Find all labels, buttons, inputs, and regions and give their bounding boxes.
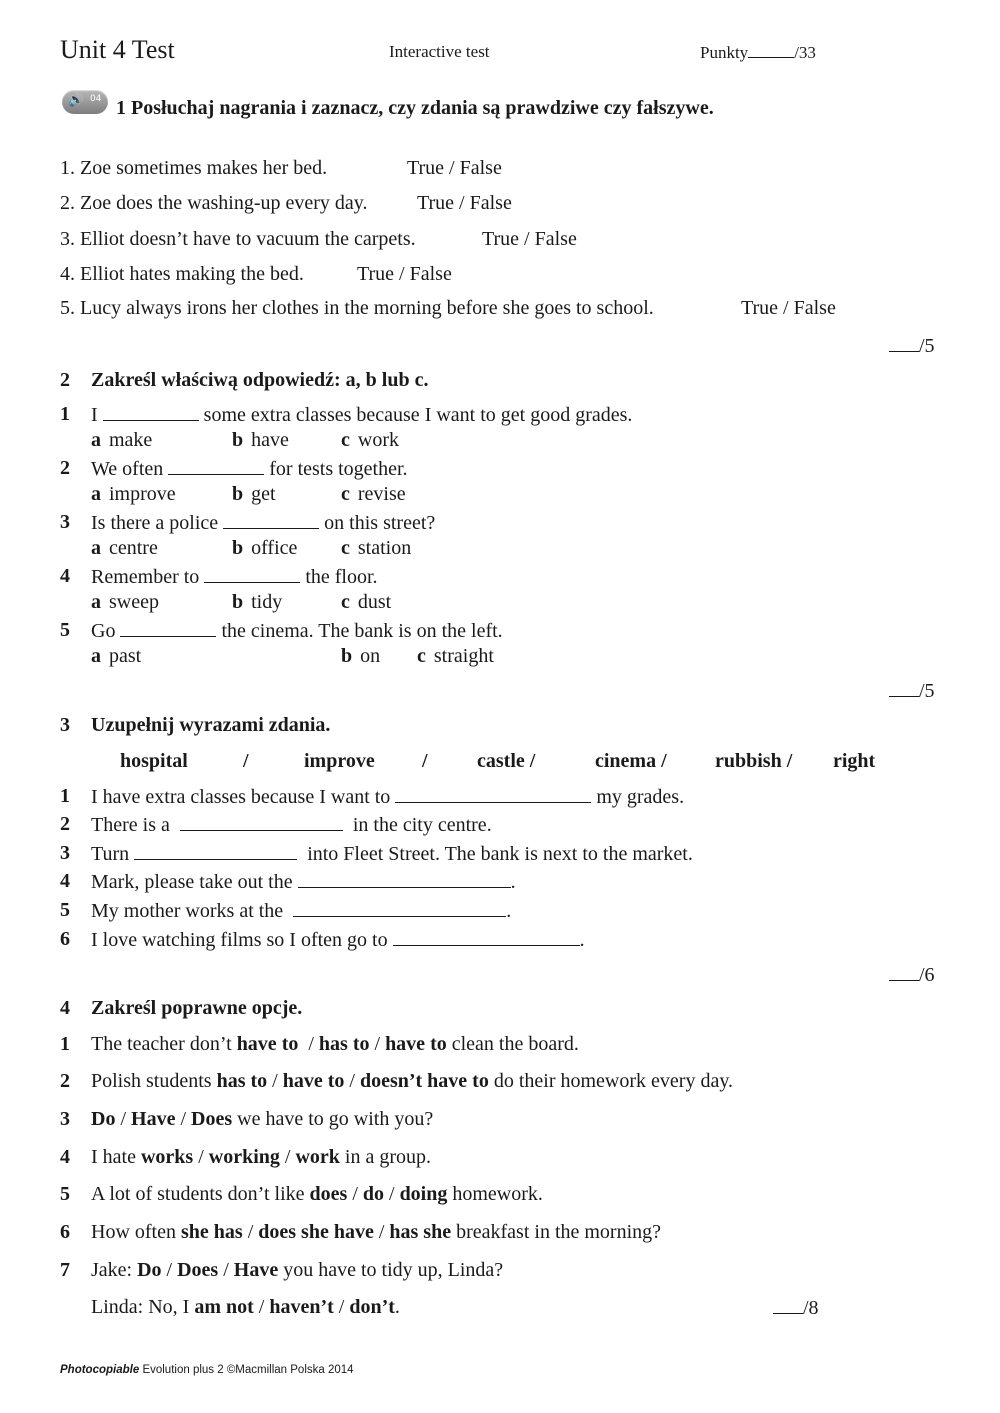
- points-blank[interactable]: [748, 42, 794, 58]
- ex1-item-text: 3. Elliot doesn’t have to vacuum the carpets.: [60, 228, 416, 250]
- choice-option[interactable]: Does: [177, 1259, 219, 1281]
- choice-option[interactable]: works: [140, 1146, 194, 1168]
- question-text: How often she has / does she have / has she breakfast in the morning?: [91, 1221, 662, 1243]
- footer-copyright: Evolution plus 2 ©Macmillan Polska 2014: [142, 1364, 354, 1376]
- answer-blank[interactable]: [223, 511, 319, 529]
- option-b[interactable]: b get: [232, 483, 276, 505]
- ex1-true-false[interactable]: True / False: [357, 263, 452, 285]
- ex1-true-false[interactable]: True / False: [407, 157, 502, 179]
- ex1-item-text: 1. Zoe sometimes makes her bed.: [60, 157, 328, 179]
- answer-blank[interactable]: [393, 928, 580, 946]
- choice-option[interactable]: does: [309, 1183, 348, 1205]
- score-blank[interactable]: [889, 963, 919, 981]
- word-bank-item: hospital: [120, 750, 188, 772]
- question-text: Polish students has to / have to / doesn’t have to do their homework every day.: [91, 1070, 734, 1092]
- option-c[interactable]: c revise: [341, 483, 406, 505]
- answer-blank[interactable]: [120, 619, 216, 637]
- question-text: The teacher don’t have to / has to / have to clean the board.: [91, 1033, 579, 1055]
- question-text: Go the cinema. The bank is on the left.: [91, 620, 503, 642]
- question-number: 6: [60, 928, 70, 950]
- question-number: 4: [60, 565, 70, 587]
- score-blank[interactable]: [889, 679, 919, 697]
- ex1-score: /5: [889, 334, 935, 358]
- ex1-true-false[interactable]: True / False: [482, 228, 577, 250]
- word-bank-separator: /: [422, 750, 428, 772]
- speaker-icon: 🔊: [68, 93, 85, 108]
- choice-option[interactable]: has to: [216, 1070, 268, 1092]
- choice-option[interactable]: do: [362, 1183, 384, 1205]
- question-number: 1: [60, 1033, 70, 1055]
- option-a[interactable]: a improve: [91, 483, 176, 505]
- ex1-item-text: 4. Elliot hates making the bed.: [60, 263, 304, 285]
- question-number: 3: [60, 1108, 70, 1130]
- question-number: 4: [60, 870, 70, 892]
- choice-option[interactable]: Have: [131, 1108, 176, 1130]
- question-number: 2: [60, 1070, 70, 1092]
- option-b[interactable]: b tidy: [232, 591, 283, 613]
- choice-option[interactable]: have to: [282, 1070, 345, 1092]
- answer-blank[interactable]: [180, 813, 343, 831]
- answer-blank[interactable]: [298, 870, 511, 888]
- ex3-title: Uzupełnij wyrazami zdania.: [91, 714, 331, 736]
- ex2-title: Zakreśl właściwą odpowiedź: a, b lub c.: [91, 369, 429, 391]
- answer-blank[interactable]: [293, 899, 506, 917]
- word-bank-item: castle /: [477, 750, 536, 772]
- question-number: 5: [60, 619, 70, 641]
- choice-option[interactable]: Does: [191, 1108, 233, 1130]
- word-bank-separator: /: [243, 750, 249, 772]
- question-number: 3: [60, 842, 70, 864]
- question-number: 1: [60, 785, 70, 807]
- choice-option[interactable]: doesn’t have to: [359, 1070, 489, 1092]
- choice-option[interactable]: doing: [399, 1183, 448, 1205]
- question-number: 3: [60, 511, 70, 533]
- ex1-title: 1 Posłuchaj nagrania i zaznacz, czy zdania są prawdziwe czy fałszywe.: [116, 97, 714, 119]
- question-text: I have extra classes because I want to my grades.: [91, 786, 685, 808]
- question-text: Do / Have / Does we have to go with you?: [91, 1108, 434, 1130]
- ex3-number: 3: [60, 714, 70, 736]
- question-text: I love watching films so I often go to .: [91, 929, 585, 951]
- ex1-item-text: 2. Zoe does the washing-up every day.: [60, 192, 368, 214]
- footer-photocopiable: Photocopiable: [60, 1364, 140, 1376]
- choice-option[interactable]: work: [295, 1146, 340, 1168]
- footer: [60, 1364, 354, 1376]
- question-number: 5: [60, 1183, 70, 1205]
- option-c[interactable]: c straight: [417, 645, 494, 667]
- points-prefix: Punkty: [700, 43, 749, 62]
- choice-option[interactable]: Have: [233, 1259, 279, 1281]
- question-text: I hate works / working / work in a group.: [91, 1146, 432, 1168]
- question-text: Linda: No, I am not / haven’t / don’t.: [91, 1296, 400, 1318]
- option-b[interactable]: b on: [341, 645, 381, 667]
- choice-option[interactable]: Do: [91, 1108, 116, 1130]
- score-blank[interactable]: [773, 1296, 803, 1314]
- question-text: My mother works at the .: [91, 900, 512, 922]
- option-c[interactable]: c station: [341, 537, 412, 559]
- choice-option[interactable]: working: [208, 1146, 280, 1168]
- question-number: 7: [60, 1259, 70, 1281]
- ex3-score: /6: [889, 963, 935, 987]
- question-text: Turn into Fleet Street. The bank is next to the market.: [91, 843, 693, 865]
- word-bank-item: improve: [304, 750, 375, 772]
- question-text: A lot of students don’t like does / do / doing homework.: [91, 1183, 543, 1205]
- question-text: We often for tests together.: [91, 458, 408, 480]
- ex1-true-false[interactable]: True / False: [417, 192, 512, 214]
- ex2-score: /5: [889, 679, 935, 703]
- question-text: There is a in the city centre.: [91, 814, 492, 836]
- option-a[interactable]: a past: [91, 645, 142, 667]
- points-total: /33: [794, 43, 816, 62]
- question-number: 1: [60, 403, 70, 425]
- option-b[interactable]: b office: [232, 537, 298, 559]
- option-c[interactable]: c dust: [341, 591, 392, 613]
- answer-blank[interactable]: [134, 842, 297, 860]
- ex4-number: 4: [60, 997, 70, 1019]
- choice-option[interactable]: don’t: [349, 1296, 395, 1318]
- answer-blank[interactable]: [103, 403, 199, 421]
- question-text: Mark, please take out the .: [91, 871, 516, 893]
- question-number: 5: [60, 899, 70, 921]
- question-number: 2: [60, 457, 70, 479]
- audio-track-number: 04: [90, 94, 102, 104]
- answer-blank[interactable]: [204, 565, 300, 583]
- question-text: Remember to the floor.: [91, 566, 378, 588]
- option-a[interactable]: a make: [91, 429, 153, 451]
- question-text: Jake: Do / Does / Have you have to tidy up, Linda?: [91, 1259, 504, 1281]
- choice-option[interactable]: haven’t: [269, 1296, 334, 1318]
- word-bank-item: right: [833, 750, 876, 772]
- choice-option[interactable]: have to: [385, 1033, 447, 1055]
- score-blank[interactable]: [889, 334, 919, 352]
- option-b[interactable]: b have: [232, 429, 289, 451]
- test-type: Interactive test: [389, 42, 490, 61]
- question-number: 4: [60, 1146, 70, 1168]
- page-title: Unit 4 Test: [60, 35, 175, 64]
- option-a[interactable]: a centre: [91, 537, 158, 559]
- word-bank-item: rubbish /: [715, 750, 793, 772]
- word-bank-item: cinema /: [595, 750, 667, 772]
- choice-option[interactable]: Do: [137, 1259, 162, 1281]
- ex4-score: /8: [773, 1296, 819, 1320]
- question-text: I some extra classes because I want to get good grades.: [91, 404, 633, 426]
- choice-option[interactable]: does she have: [258, 1221, 374, 1243]
- answer-blank[interactable]: [395, 785, 591, 803]
- choice-option[interactable]: have to: [236, 1033, 299, 1055]
- question-number: 6: [60, 1221, 70, 1243]
- ex2-number: 2: [60, 369, 70, 391]
- choice-option[interactable]: am not: [194, 1296, 254, 1318]
- ex4-title: Zakreśl poprawne opcje.: [91, 997, 303, 1019]
- choice-option[interactable]: has she: [389, 1221, 452, 1243]
- question-text: Is there a police on this street?: [91, 512, 436, 534]
- audio-play-button[interactable]: [62, 90, 108, 114]
- question-number: 2: [60, 813, 70, 835]
- ex1-true-false[interactable]: True / False: [741, 297, 836, 319]
- option-a[interactable]: a sweep: [91, 591, 159, 613]
- option-c[interactable]: c work: [341, 429, 399, 451]
- points-field: [700, 42, 816, 63]
- choice-option[interactable]: has to: [318, 1033, 370, 1055]
- answer-blank[interactable]: [168, 457, 264, 475]
- ex1-item-text: 5. Lucy always irons her clothes in the morning before she goes to school.: [60, 297, 654, 319]
- choice-option[interactable]: she has: [180, 1221, 243, 1243]
